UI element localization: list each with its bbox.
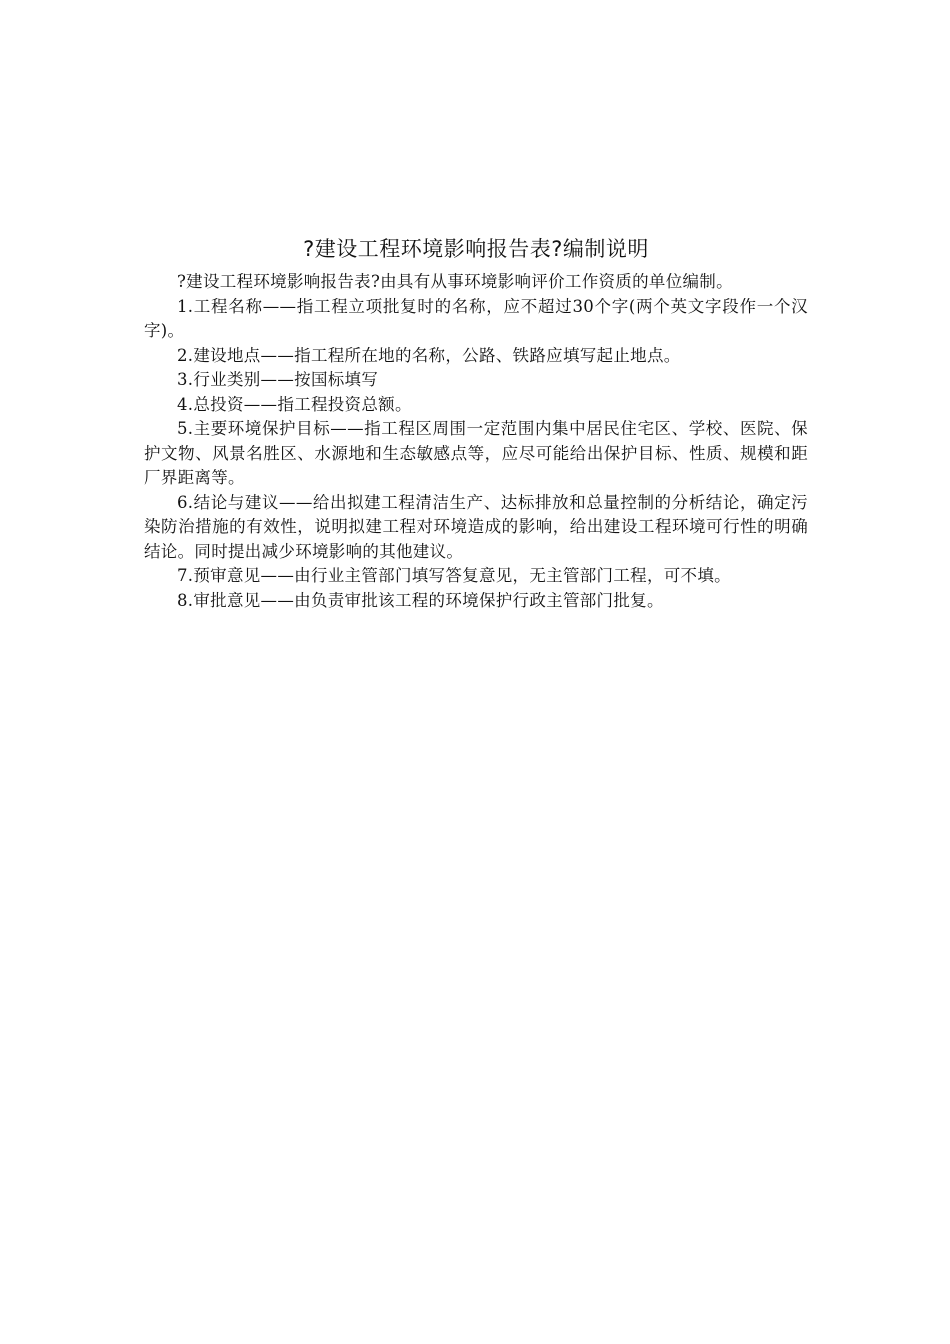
document-title: ?建设工程环境影响报告表?编制说明 — [303, 237, 649, 261]
intro-paragraph: ?建设工程环境影响报告表?由具有从事环境影响评价工作资质的单位编制。 — [177, 272, 733, 291]
item-protection-targets: 5.主要环境保护目标——指工程区周围一定范围内集中居民住宅区、学校、医院、保护文物、风景名胜区、水源地和生态敏感点等，应尽可能给出保护目标、性质、规模和距厂界距离等。 — [144, 419, 808, 487]
document-page — [144, 230, 808, 613]
item-pre-review: 7.预审意见——由行业主管部门填写答复意见，无主管部门工程，可不填。 — [177, 566, 731, 585]
item-approval: 8.审批意见——由负责审批该工程的环境保护行政主管部门批复。 — [177, 590, 664, 610]
item-conclusions: 6.结论与建议——给出拟建工程清洁生产、达标排放和总量控制的分析结论，确定污染防治措施的有效性，说明拟建工程对环境造成的影响，给出建设工程环境可行性的明确结论。同时提出减少环境影响的其他建议。 — [144, 492, 808, 561]
item-construction-site: 2.建设地点——指工程所在地的名称，公路、铁路应填写起止地点。 — [177, 345, 681, 365]
item-project-name: 1.工程名称——指工程立项批复时的名称，应不超过30个字(两个英文字段作一个汉字)。 — [144, 296, 808, 340]
item-total-investment: 4.总投资——指工程投资总额。 — [177, 394, 412, 414]
item-industry-category: 3.行业类别——按国标填写 — [177, 370, 379, 389]
